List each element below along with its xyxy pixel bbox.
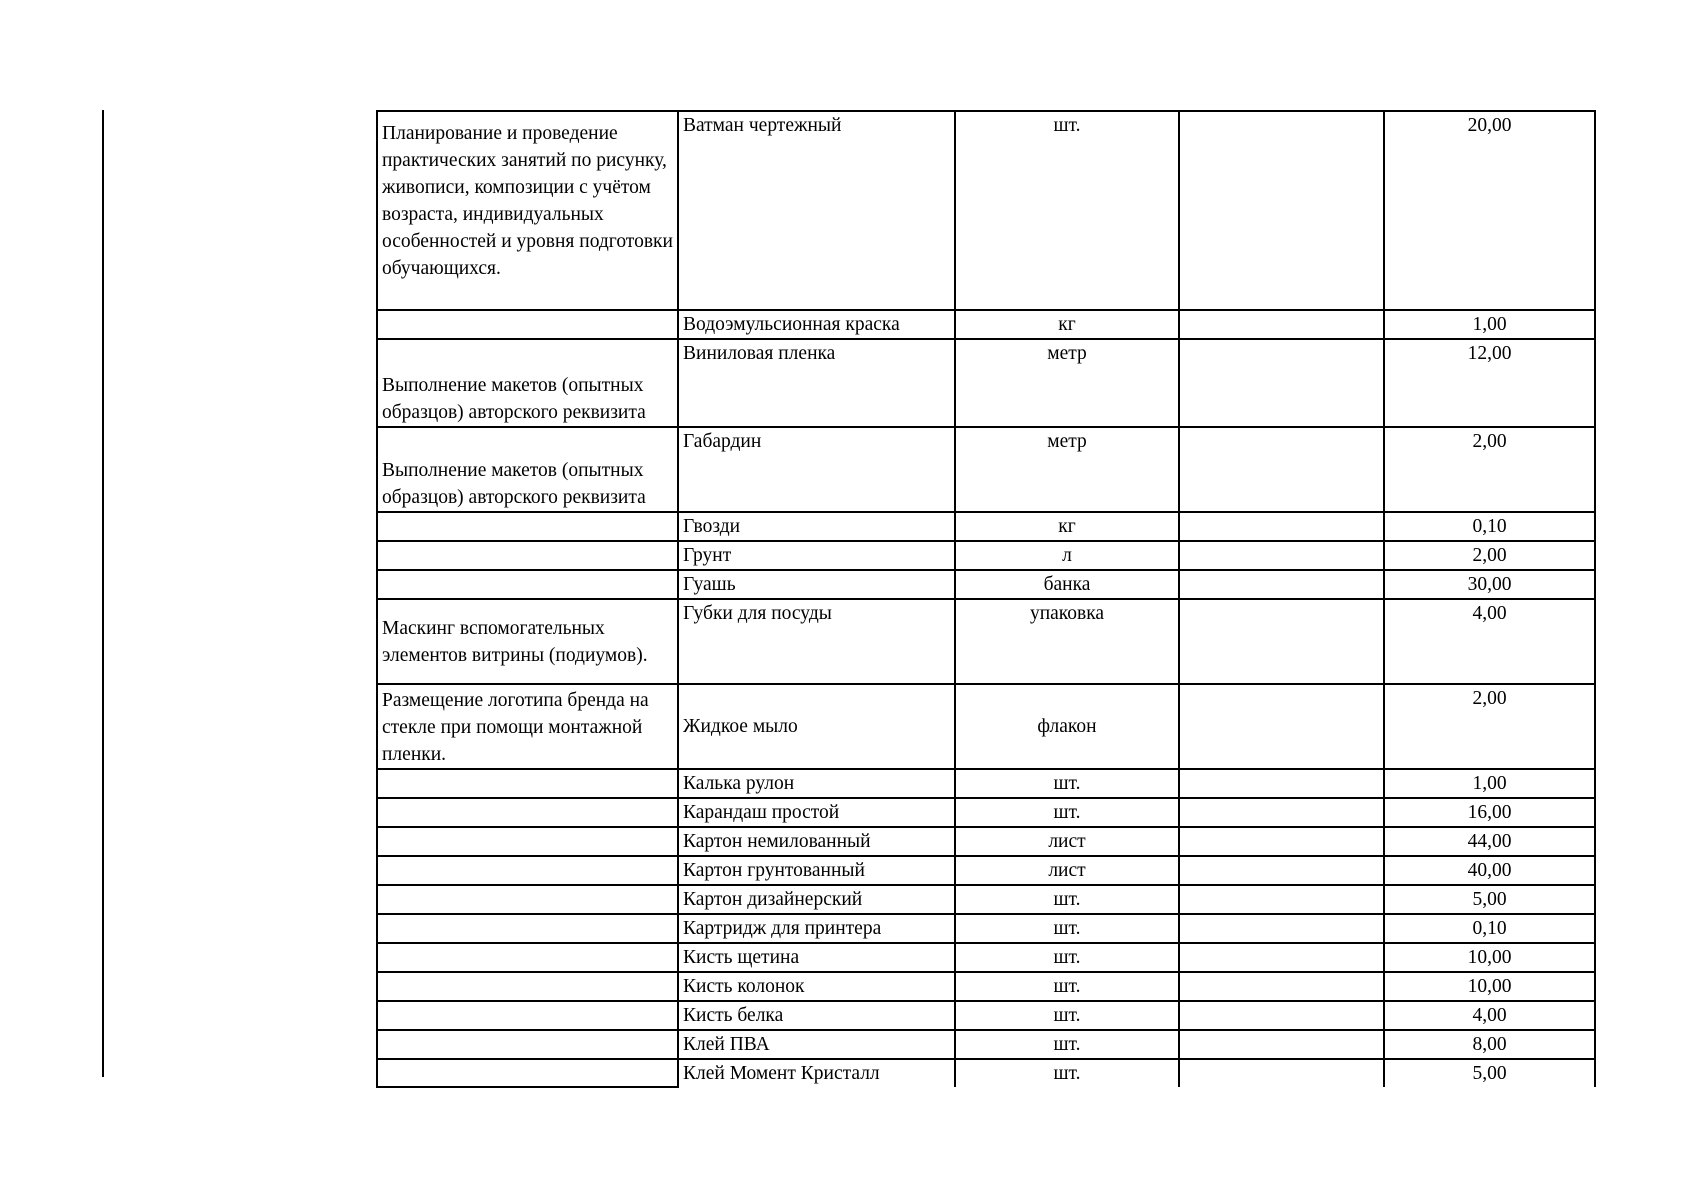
quantity-cell: 1,00	[1384, 769, 1595, 798]
material-cell: Картридж для принтера	[678, 914, 955, 943]
activity-cell	[377, 1001, 678, 1030]
material-cell: Ватман чертежный	[678, 111, 955, 310]
price-cell	[1179, 885, 1384, 914]
table-row	[377, 1030, 1595, 1059]
table-row	[377, 541, 1595, 570]
quantity-cell: 2,00	[1384, 427, 1595, 512]
activity-cell	[377, 570, 678, 599]
unit-cell: банка	[955, 570, 1179, 599]
price-cell	[1179, 684, 1384, 769]
price-cell	[1179, 570, 1384, 599]
table-row	[377, 943, 1595, 972]
activity-cell	[377, 856, 678, 885]
material-cell: Гвозди	[678, 512, 955, 541]
material-cell: Габардин	[678, 427, 955, 512]
price-cell	[1179, 1059, 1384, 1087]
material-cell: Клей Момент Кристалл	[678, 1059, 955, 1087]
price-cell	[1179, 1001, 1384, 1030]
material-cell: Картон немилованный	[678, 827, 955, 856]
table-row	[377, 972, 1595, 1001]
table-row	[377, 914, 1595, 943]
price-cell	[1179, 943, 1384, 972]
quantity-cell: 2,00	[1384, 684, 1595, 769]
activity-cell: Выполнение макетов (опытных образцов) авторского реквизита	[377, 427, 678, 512]
left-margin-rule	[102, 110, 104, 1077]
material-cell: Картон грунтованный	[678, 856, 955, 885]
unit-cell: лист	[955, 856, 1179, 885]
activity-cell	[377, 972, 678, 1001]
quantity-cell: 5,00	[1384, 885, 1595, 914]
price-cell	[1179, 512, 1384, 541]
table-row	[377, 827, 1595, 856]
material-cell: Кисть белка	[678, 1001, 955, 1030]
quantity-cell: 0,10	[1384, 512, 1595, 541]
quantity-cell: 4,00	[1384, 1001, 1595, 1030]
quantity-cell: 5,00	[1384, 1059, 1595, 1087]
activity-cell: Маскинг вспомогательных элементов витрины (подиумов).	[377, 599, 678, 684]
table-row	[377, 111, 1595, 310]
price-cell	[1179, 769, 1384, 798]
activity-cell	[377, 798, 678, 827]
activity-cell	[377, 914, 678, 943]
unit-cell: шт.	[955, 972, 1179, 1001]
quantity-cell: 16,00	[1384, 798, 1595, 827]
price-cell	[1179, 541, 1384, 570]
material-cell: Картон дизайнерский	[678, 885, 955, 914]
unit-cell: шт.	[955, 1059, 1179, 1087]
material-cell: Виниловая пленка	[678, 339, 955, 427]
unit-cell: лист	[955, 827, 1179, 856]
unit-cell: флакон	[955, 684, 1179, 769]
table-row	[377, 856, 1595, 885]
table-row	[377, 570, 1595, 599]
unit-cell: шт.	[955, 111, 1179, 310]
table-row	[377, 427, 1595, 512]
unit-cell: шт.	[955, 798, 1179, 827]
material-cell: Грунт	[678, 541, 955, 570]
table-row	[377, 512, 1595, 541]
activity-cell	[377, 827, 678, 856]
material-cell: Карандаш простой	[678, 798, 955, 827]
activity-cell	[377, 512, 678, 541]
material-cell: Кисть колонок	[678, 972, 955, 1001]
material-cell: Водоэмульсионная краска	[678, 310, 955, 339]
unit-cell: кг	[955, 512, 1179, 541]
quantity-cell: 20,00	[1384, 111, 1595, 310]
unit-cell: метр	[955, 427, 1179, 512]
unit-cell: шт.	[955, 943, 1179, 972]
price-cell	[1179, 339, 1384, 427]
activity-cell: Размещение логотипа бренда на стекле при помощи монтажной пленки.	[377, 684, 678, 769]
unit-cell: шт.	[955, 1001, 1179, 1030]
table-row	[377, 798, 1595, 827]
quantity-cell: 12,00	[1384, 339, 1595, 427]
material-cell: Жидкое мыло	[678, 684, 955, 769]
table-row	[377, 1059, 1595, 1087]
table-row	[377, 310, 1595, 339]
unit-cell: л	[955, 541, 1179, 570]
price-cell	[1179, 599, 1384, 684]
unit-cell: шт.	[955, 885, 1179, 914]
activity-cell	[377, 885, 678, 914]
activity-cell: Планирование и проведение практических занятий по рисунку, живописи, композиции с учётом возраста, индивидуальных особенностей и уровня подготовки обучающихся.	[377, 111, 678, 310]
activity-cell	[377, 1030, 678, 1059]
unit-cell: метр	[955, 339, 1179, 427]
price-cell	[1179, 827, 1384, 856]
unit-cell: кг	[955, 310, 1179, 339]
material-cell: Клей ПВА	[678, 1030, 955, 1059]
quantity-cell: 10,00	[1384, 972, 1595, 1001]
activity-cell	[377, 541, 678, 570]
price-cell	[1179, 972, 1384, 1001]
activity-cell	[377, 943, 678, 972]
material-cell: Гуашь	[678, 570, 955, 599]
table-row	[377, 769, 1595, 798]
table-row	[377, 339, 1595, 427]
unit-cell: шт.	[955, 914, 1179, 943]
quantity-cell: 0,10	[1384, 914, 1595, 943]
quantity-cell: 8,00	[1384, 1030, 1595, 1059]
unit-cell: упаковка	[955, 599, 1179, 684]
activity-cell	[377, 1059, 678, 1087]
quantity-cell: 2,00	[1384, 541, 1595, 570]
price-cell	[1179, 111, 1384, 310]
price-cell	[1179, 914, 1384, 943]
activity-cell	[377, 769, 678, 798]
material-cell: Губки для посуды	[678, 599, 955, 684]
price-cell	[1179, 310, 1384, 339]
activity-cell	[377, 310, 678, 339]
price-cell	[1179, 856, 1384, 885]
activity-cell: Выполнение макетов (опытных образцов) авторского реквизита	[377, 339, 678, 427]
unit-cell: шт.	[955, 1030, 1179, 1059]
quantity-cell: 44,00	[1384, 827, 1595, 856]
unit-cell: шт.	[955, 769, 1179, 798]
table-row	[377, 885, 1595, 914]
price-cell	[1179, 427, 1384, 512]
table-row	[377, 599, 1595, 684]
price-cell	[1179, 1030, 1384, 1059]
materials-table	[376, 110, 1596, 1088]
quantity-cell: 1,00	[1384, 310, 1595, 339]
quantity-cell: 4,00	[1384, 599, 1595, 684]
price-cell	[1179, 798, 1384, 827]
quantity-cell: 10,00	[1384, 943, 1595, 972]
material-cell: Кисть щетина	[678, 943, 955, 972]
material-cell: Калька рулон	[678, 769, 955, 798]
table-row	[377, 684, 1595, 769]
quantity-cell: 40,00	[1384, 856, 1595, 885]
quantity-cell: 30,00	[1384, 570, 1595, 599]
table-row	[377, 1001, 1595, 1030]
